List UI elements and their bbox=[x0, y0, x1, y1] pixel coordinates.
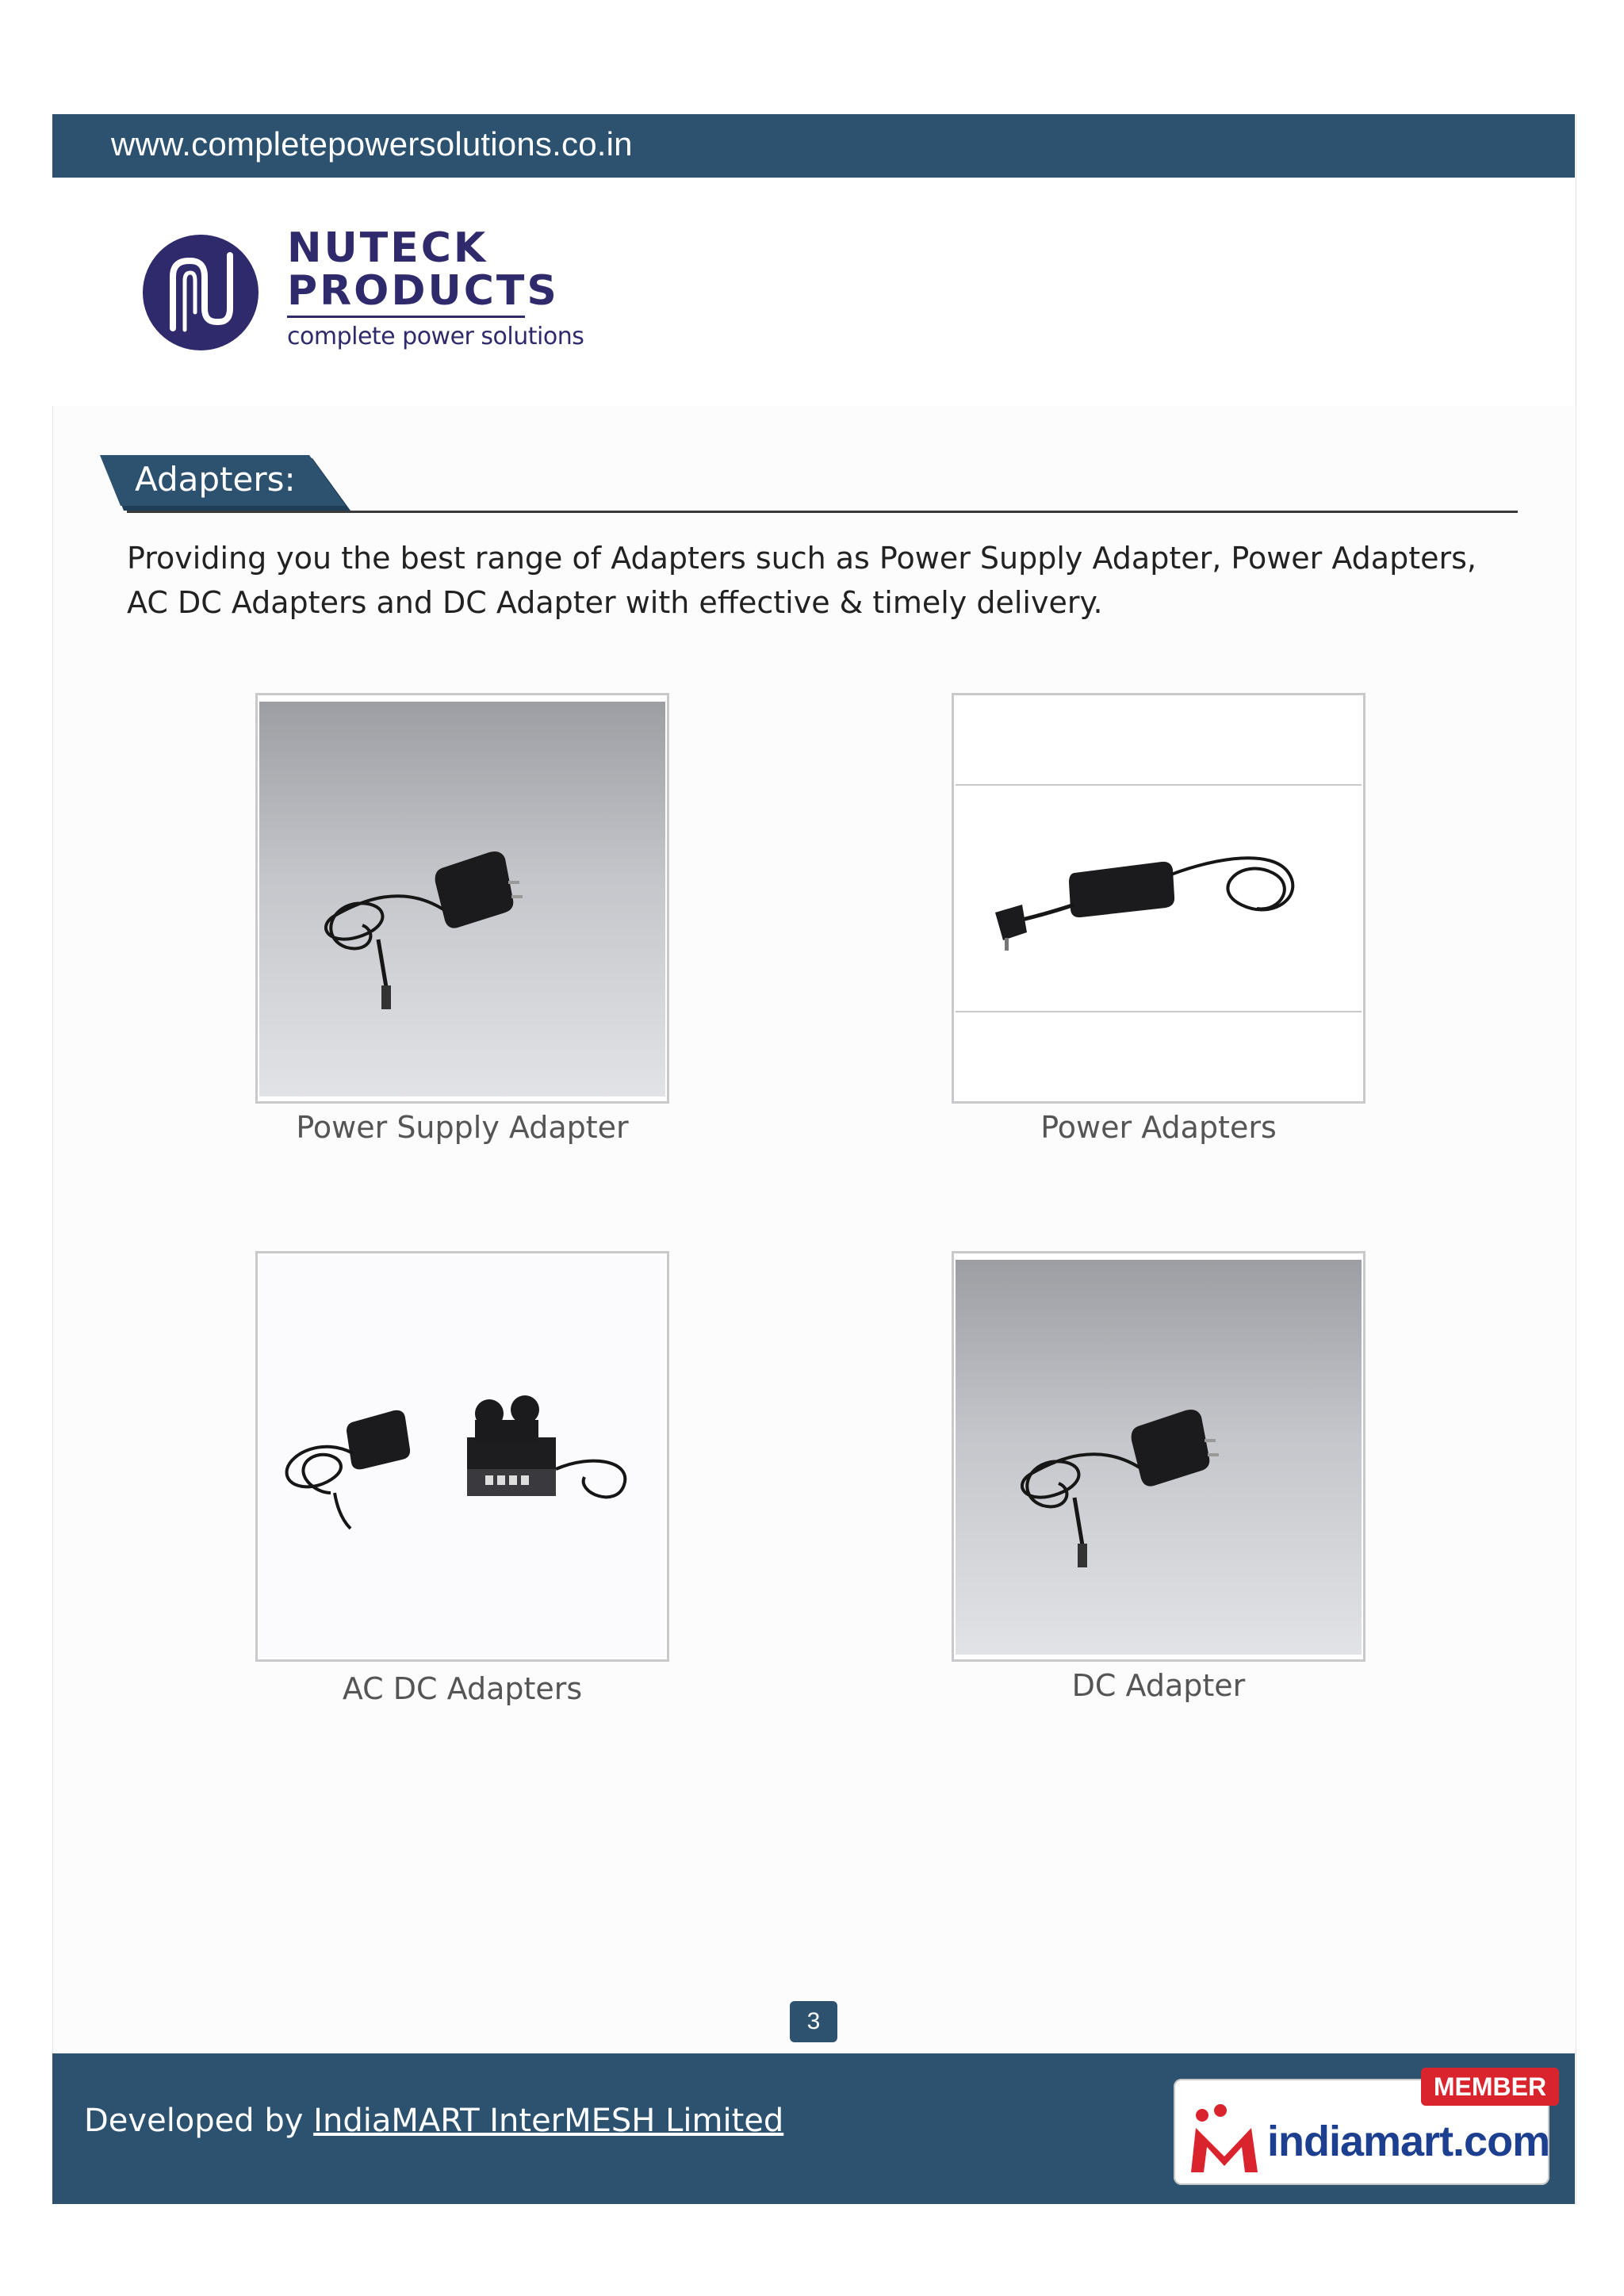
product-caption[interactable]: DC Adapter bbox=[1071, 1668, 1246, 1703]
member-label: MEMBER bbox=[1421, 2068, 1559, 2106]
section-title: Adapters: bbox=[135, 460, 296, 499]
logo-wordmark bbox=[287, 224, 584, 350]
product-card[interactable] bbox=[952, 693, 1365, 1104]
product-caption[interactable]: AC DC Adapters bbox=[342, 1671, 583, 1706]
developer-link[interactable]: IndiaMART InterMESH Limited bbox=[313, 2103, 784, 2139]
product-image[interactable] bbox=[259, 1255, 665, 1658]
section-divider bbox=[127, 511, 1518, 513]
page bbox=[52, 114, 1576, 2204]
section-intro: Providing you the best range of Adapters such as Power Supply Adapter, Power Adapters, AC DC Adapters and DC Adapter with effective & timely delivery. bbox=[127, 541, 1477, 620]
indiamart-member-badge[interactable] bbox=[1174, 2072, 1550, 2185]
product-card[interactable] bbox=[255, 1251, 669, 1662]
product-card[interactable] bbox=[255, 693, 669, 1104]
product-caption[interactable]: Power Supply Adapter bbox=[296, 1110, 629, 1145]
product-card[interactable] bbox=[952, 1251, 1365, 1662]
product-caption[interactable]: Power Adapters bbox=[1040, 1110, 1277, 1145]
footer bbox=[52, 2053, 1575, 2204]
logo-line-1: NUTECK bbox=[287, 224, 488, 272]
developed-by-label: Developed by bbox=[84, 2103, 304, 2139]
page-number: 3 bbox=[790, 2001, 837, 2042]
indiamart-m-icon bbox=[1185, 2101, 1264, 2180]
logo-area bbox=[52, 178, 1575, 406]
logo-line-2: PRODUCTS bbox=[287, 267, 559, 315]
developer-credit bbox=[84, 2103, 783, 2139]
website-url[interactable]: www.completepowersolutions.co.in bbox=[111, 125, 633, 163]
product-image[interactable] bbox=[259, 702, 665, 1096]
nuteck-logo-icon bbox=[141, 233, 260, 352]
product-image[interactable] bbox=[956, 784, 1362, 1012]
top-bar bbox=[52, 114, 1575, 178]
logo-tagline: complete power solutions bbox=[287, 323, 584, 350]
product-image[interactable] bbox=[956, 1260, 1362, 1655]
indiamart-brand: indiamart.com bbox=[1267, 2118, 1550, 2165]
logo-divider bbox=[287, 316, 525, 318]
